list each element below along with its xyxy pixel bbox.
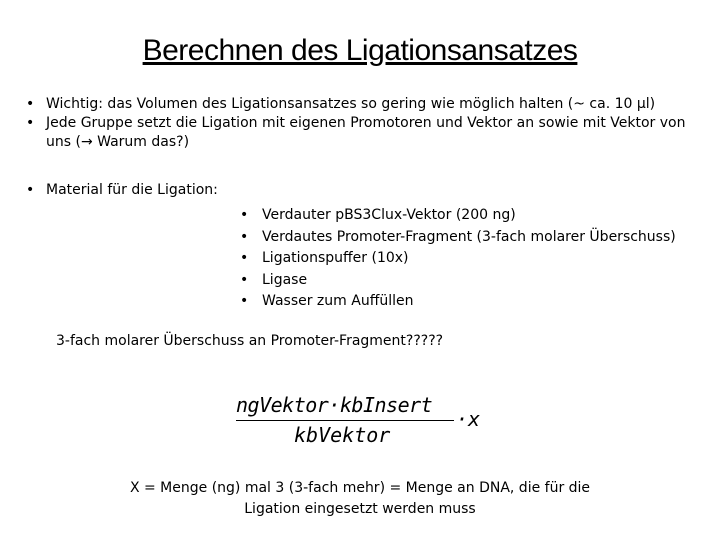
material-heading: • Material für die Ligation:: [22, 181, 422, 200]
result-text: X = Menge (ng) mal 3 (3-fach mehr) = Menge an DNA, die für die Ligation eingesetzt werden muss: [129, 480, 591, 517]
ligation-formula: [236, 393, 506, 449]
bullet-item-groups: • Jede Gruppe setzt die Ligation mit eigenen Promotoren und Vektor an sowie mit Vektor von uns (→ Warum das?): [22, 114, 712, 152]
material-item-water: • Wasser zum Auffüllen: [236, 291, 676, 313]
material-items-list: [236, 205, 676, 313]
intro-bullet-list: [22, 95, 712, 152]
material-item-ligase: • Ligase: [236, 270, 676, 292]
material-item-promoter: • Verdautes Promoter-Fragment (3-fach molarer Überschuss): [236, 227, 676, 249]
page-title: Berechnen des Ligationsansatzes: [142, 34, 578, 67]
material-item-vector: • Verdauter pBS3Clux-Vektor (200 ng): [236, 205, 676, 227]
question-text: 3-fach molarer Überschuss an Promoter-Fragment?????: [56, 333, 444, 349]
material-item-buffer: • Ligationspuffer (10x): [236, 248, 676, 270]
bullet-item-volume: • Wichtig: das Volumen des Ligationsansatzes so gering wie möglich halten (~ ca. 10 µl): [22, 95, 712, 114]
formula-multiplier: ·x: [456, 407, 481, 431]
formula-denominator: kbVektor: [294, 423, 391, 447]
fraction-bar: [236, 420, 454, 421]
material-bullet-list: [22, 181, 422, 200]
formula-numerator: ngVektor·kbInsert: [236, 393, 433, 417]
